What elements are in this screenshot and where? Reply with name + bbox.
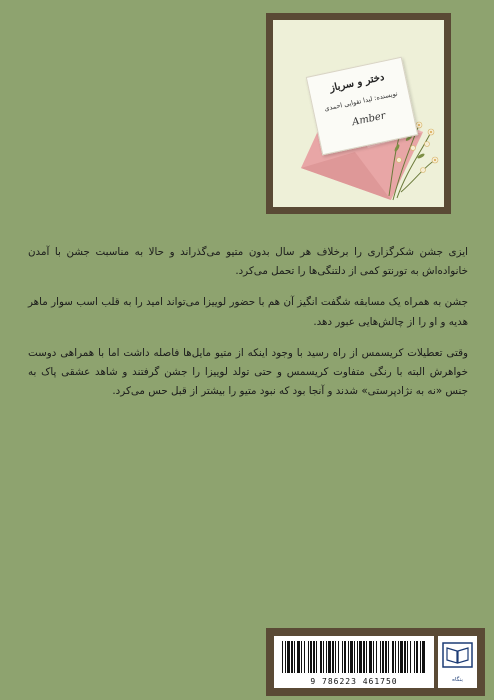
back-cover-blurb <box>28 243 468 413</box>
blurb-paragraph-1: ایزی جشن شکرگزاری را برخلاف هر سال بدون متیو می‌گذراند و حالا به مناسبت جشن با آمدن خانواده‌اش به تورنتو کمی از دلتنگی‌ها را تحمل می‌کرد. <box>28 246 468 278</box>
book-author: نویسنده: لیدا تقوایی احمدی <box>323 89 399 113</box>
cover-thumbnail <box>266 13 451 214</box>
blurb-paragraph-2: جشن به همراه یک مسابقه شگفت انگیز آن هم با حضور لوییزا می‌تواند امید را به قلب اسب سوار ماهر هدیه و او را از چالش‌هایی عبور دهد. <box>28 296 468 328</box>
publisher-logo <box>438 636 477 688</box>
cover-artwork <box>273 20 444 207</box>
publisher-name: بنگاه <box>452 677 463 683</box>
barcode-bars <box>282 641 426 673</box>
isbn-number: 9 786223 461750 <box>310 677 398 686</box>
book-icon <box>442 642 473 668</box>
blurb-paragraph-3: وقتی تعطیلات کریسمس از راه رسید با وجود اینکه از متیو مایل‌ها فاصله داشت اما با همراهی دوست خواهرش البته با رنگی متفاوت کریسمس و حتی تولد لوییزا را جشن گرفتند و شاهد عشقی پاک به جنس «نه به نژادپرستی» شدند و آنجا بود که نبود متیو را بیشتر از قبل حس می‌کرد. <box>28 346 468 398</box>
barcode <box>274 636 434 688</box>
signature: Amber <box>351 110 387 129</box>
book-title: دختر و سرباز <box>328 71 386 95</box>
barcode-panel <box>266 628 485 696</box>
